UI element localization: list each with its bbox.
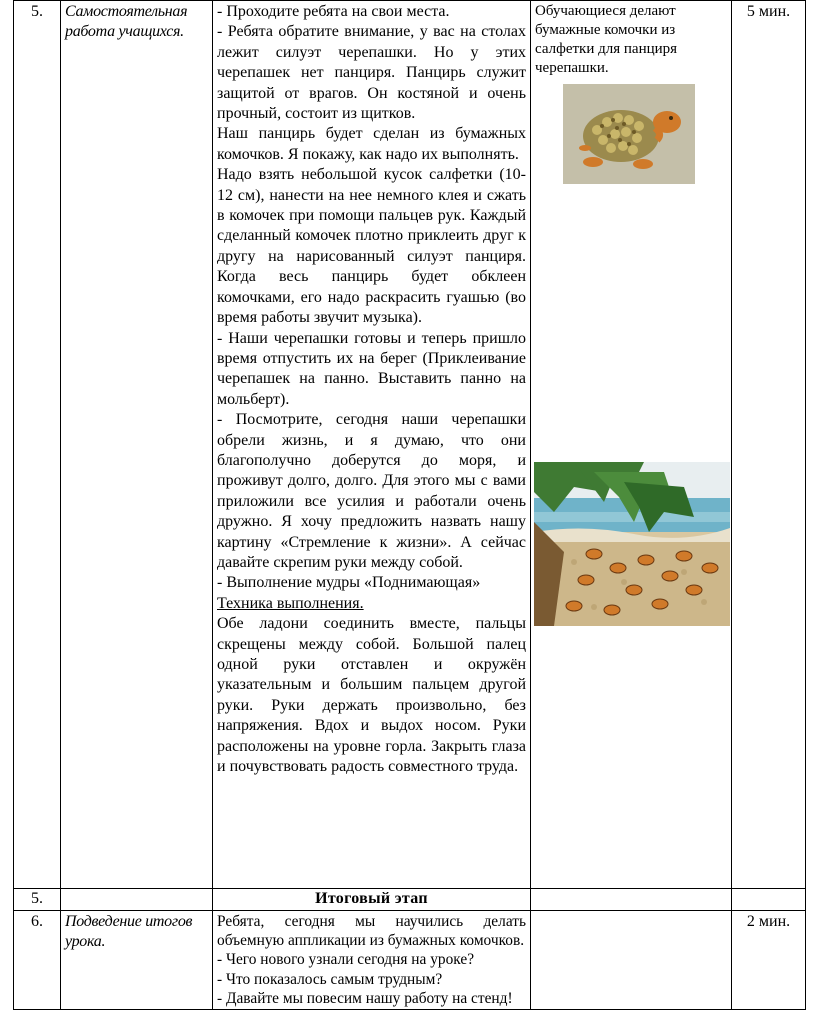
stage-name: Подведение итогов урока. [61, 911, 213, 1010]
stage-name: Самостоятельная работа учащихся. [61, 1, 213, 889]
paragraph: - Чего нового узнали сегодня на уроке? [217, 951, 475, 969]
activity-content [213, 1, 531, 889]
row-number: 6. [14, 911, 61, 1010]
section-empty-cell [61, 889, 213, 911]
technique-text: Обе ладони соединить вместе, пальцы скрещены между собой. Большой палец одной руки отставлен и окружён указательным и большим пальцем другой руки. Руки держать произвольно, без напряжения. Вдох и выдох носом. Руки расположены на уровне горла. Закрыть глаза и почувствовать радость совместного труда. [217, 615, 526, 776]
paragraph: Надо взять небольшой кусок салфетки (10-12 см), нанести на нее немного клея и сжать в комочек при помощи пальцев рук. Каждый сделанный комочек плотно приклеить друг к другу на нарисованный силуэт панциря. Когда весь панцирь будет обклеен комочками, его надо раскрасить гуашью (во время работы звучит музыка). [217, 166, 526, 327]
section-header-row [14, 889, 806, 911]
paragraph: - Давайте мы повесим нашу работу на стенд! [217, 989, 513, 1007]
technique-heading: Техника выполнения. [217, 594, 364, 612]
paragraph: - Посмотрите, сегодня наши черепашки обрели жизнь, и я думаю, что они благополучно доберутся до моря, и проживут долго, долго. Для этого мы с вами приложили все усилия и работали очень дружно. Я хочу предложить назвать нашу картину «Стремление к жизни». А сейчас давайте скрепим руки между собой. [217, 411, 526, 571]
time-value: 5 мин. [732, 1, 806, 889]
paragraph: - Проходите ребята на свои места. [217, 3, 450, 20]
paragraph: Ребята, сегодня мы научились делать объемную аппликации из бумажных комочков. [217, 913, 526, 950]
section-title: Итоговый этап [213, 889, 531, 911]
activity-content [213, 911, 531, 1010]
time-value: 2 мин. [732, 911, 806, 1010]
paragraph: - Наши черепашки готовы и теперь пришло время отпустить их на берег (Приклеивание черепашек на панно. Выставить панно на мольберт). [217, 329, 526, 408]
section-empty-cell [531, 889, 732, 911]
table-row-5 [14, 1, 806, 889]
paragraph: - Выполнение мудры «Поднимающая» [217, 574, 481, 592]
paragraph: - Ребята обратите внимание, у вас на столах лежит силуэт черепашки. Но у этих черепашек нет панциря. Панцирь служит защитой от врагов. Он костяной и очень прочный, состоит из щитков. [217, 23, 526, 123]
student-result [531, 911, 732, 1010]
section-number: 5. [14, 889, 61, 911]
paragraph: Наш панцирь будет сделан из бумажных комочков. Я покажу, как надо их выполнять. [217, 125, 526, 163]
paragraph: - Что показалось самым трудным? [217, 970, 443, 988]
section-empty-cell [732, 889, 806, 911]
result-text: Обучающиеся делают бумажные комочки из салфетки для панциря черепашки. [535, 3, 678, 76]
beach-panel-photo [534, 462, 730, 626]
turtle-craft-photo [563, 84, 695, 184]
row-number: 5. [14, 1, 61, 889]
table-row-6 [14, 911, 806, 1010]
student-result [531, 1, 732, 889]
